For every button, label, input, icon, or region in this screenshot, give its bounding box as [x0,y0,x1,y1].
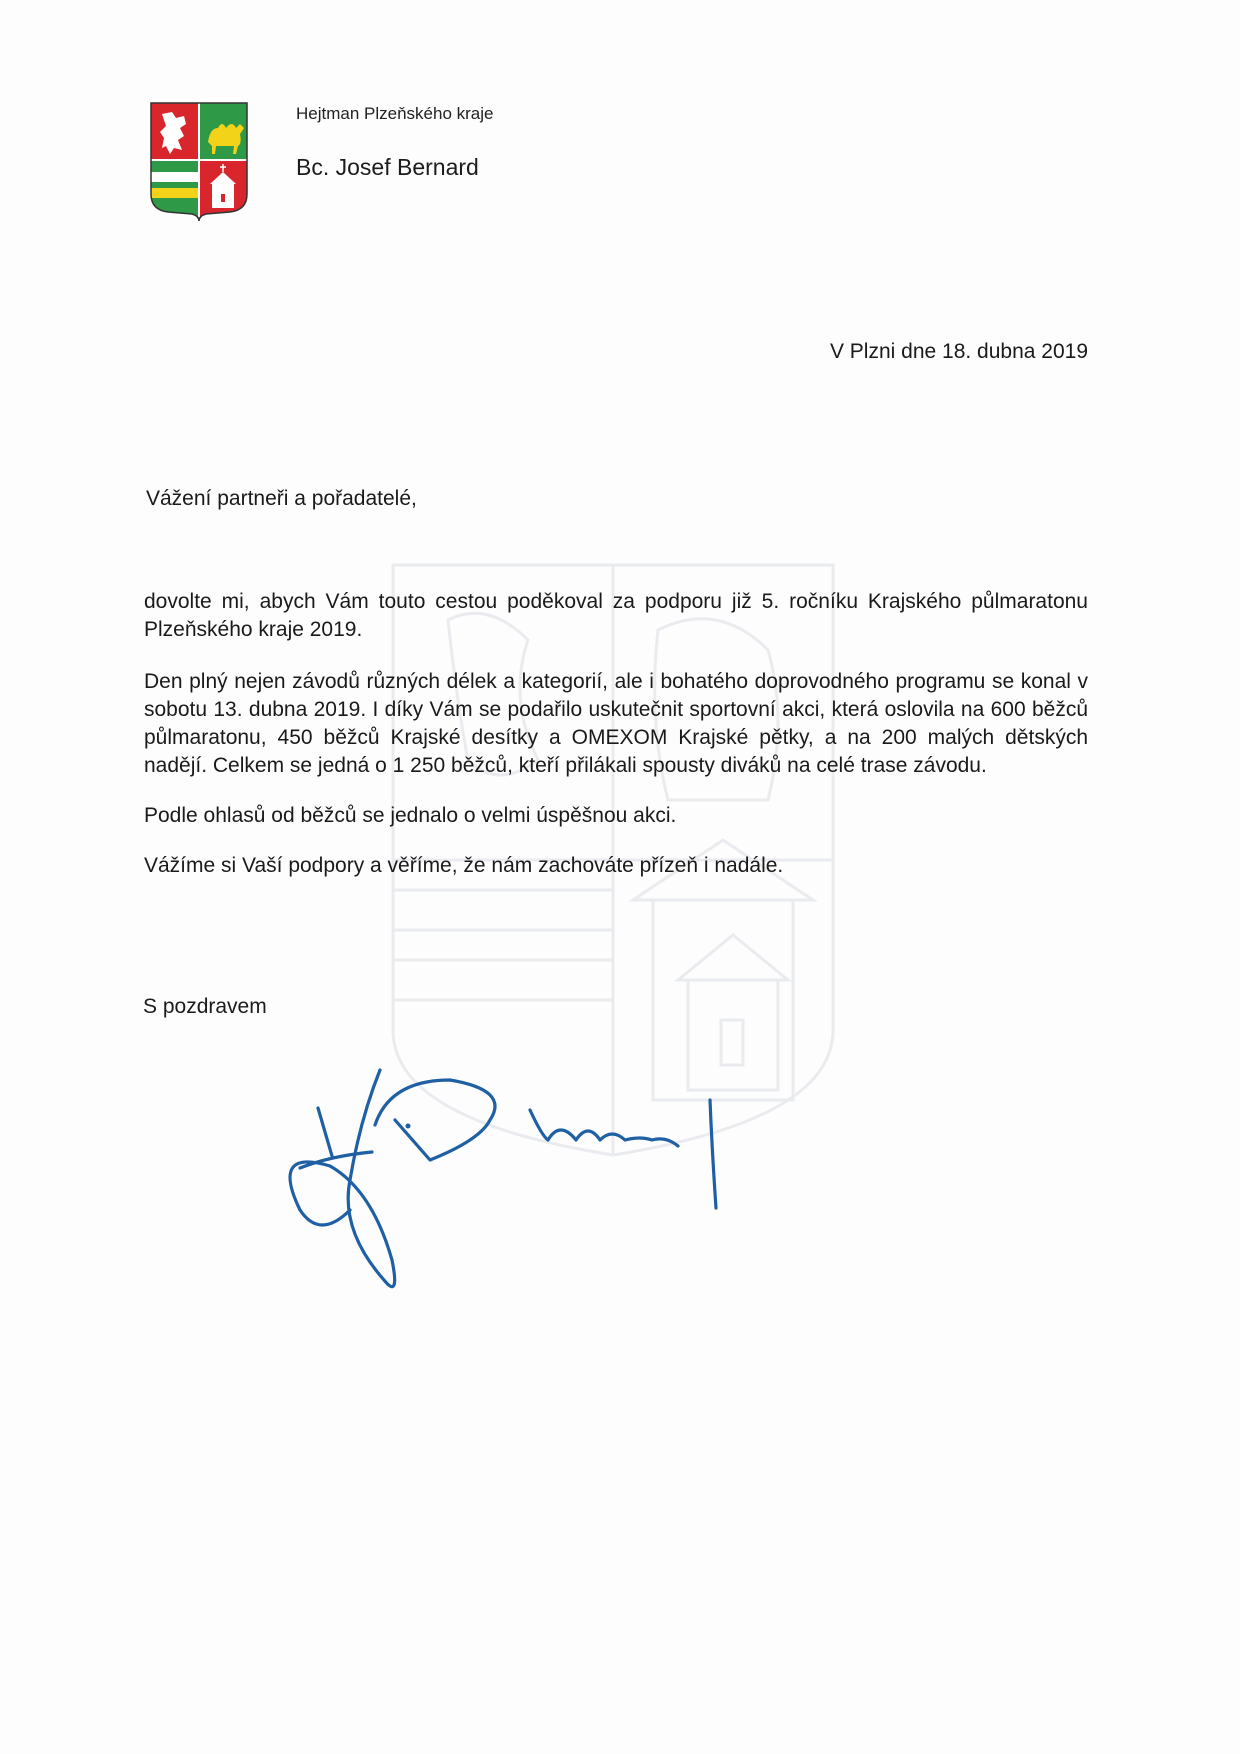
paragraph: Vážíme si Vaší podpory a věříme, že nám zachováte přízeň i nadále. [144,854,784,877]
letter-closing: S pozdravem [143,995,267,1018]
paragraph: Den plný nejen závodů různých délek a kategorií, ale i bohatého doprovodného programu se konal v sobotu 13. dubna 2019. I díky Vám se podařilo uskutečnit sportovní akci, která oslovila na 600 běžců půlmaratonu, 450 běžců Krajské desítky a OMEXOM Krajské pětky, a na 200 malých dětských nadějí. Celkem se jedná o 1 250 běžců, kteří přilákali spousty diváků na celé trase závodu. [144,670,1088,777]
letter-date: V Plzni dne 18. dubna 2019 [829,340,1088,363]
letter-body [144,588,1088,904]
coat-of-arms-logo [150,102,248,222]
paragraph: dovolte mi, abych Vám touto cestou poděkoval za podporu již 5. ročníku Krajského půlmaratonu Plzeňského kraje 2019. [144,590,1088,641]
issuer-name: Bc. Josef Bernard [296,154,479,180]
paragraph: Podle ohlasů od běžců se jednalo o velmi úspěšnou akci. [144,804,677,827]
letter-salutation: Vážení partneři a pořadatelé, [146,487,417,510]
issuer-office: Hejtman Plzeňského kraje [296,104,494,123]
handwritten-signature [280,1060,820,1300]
